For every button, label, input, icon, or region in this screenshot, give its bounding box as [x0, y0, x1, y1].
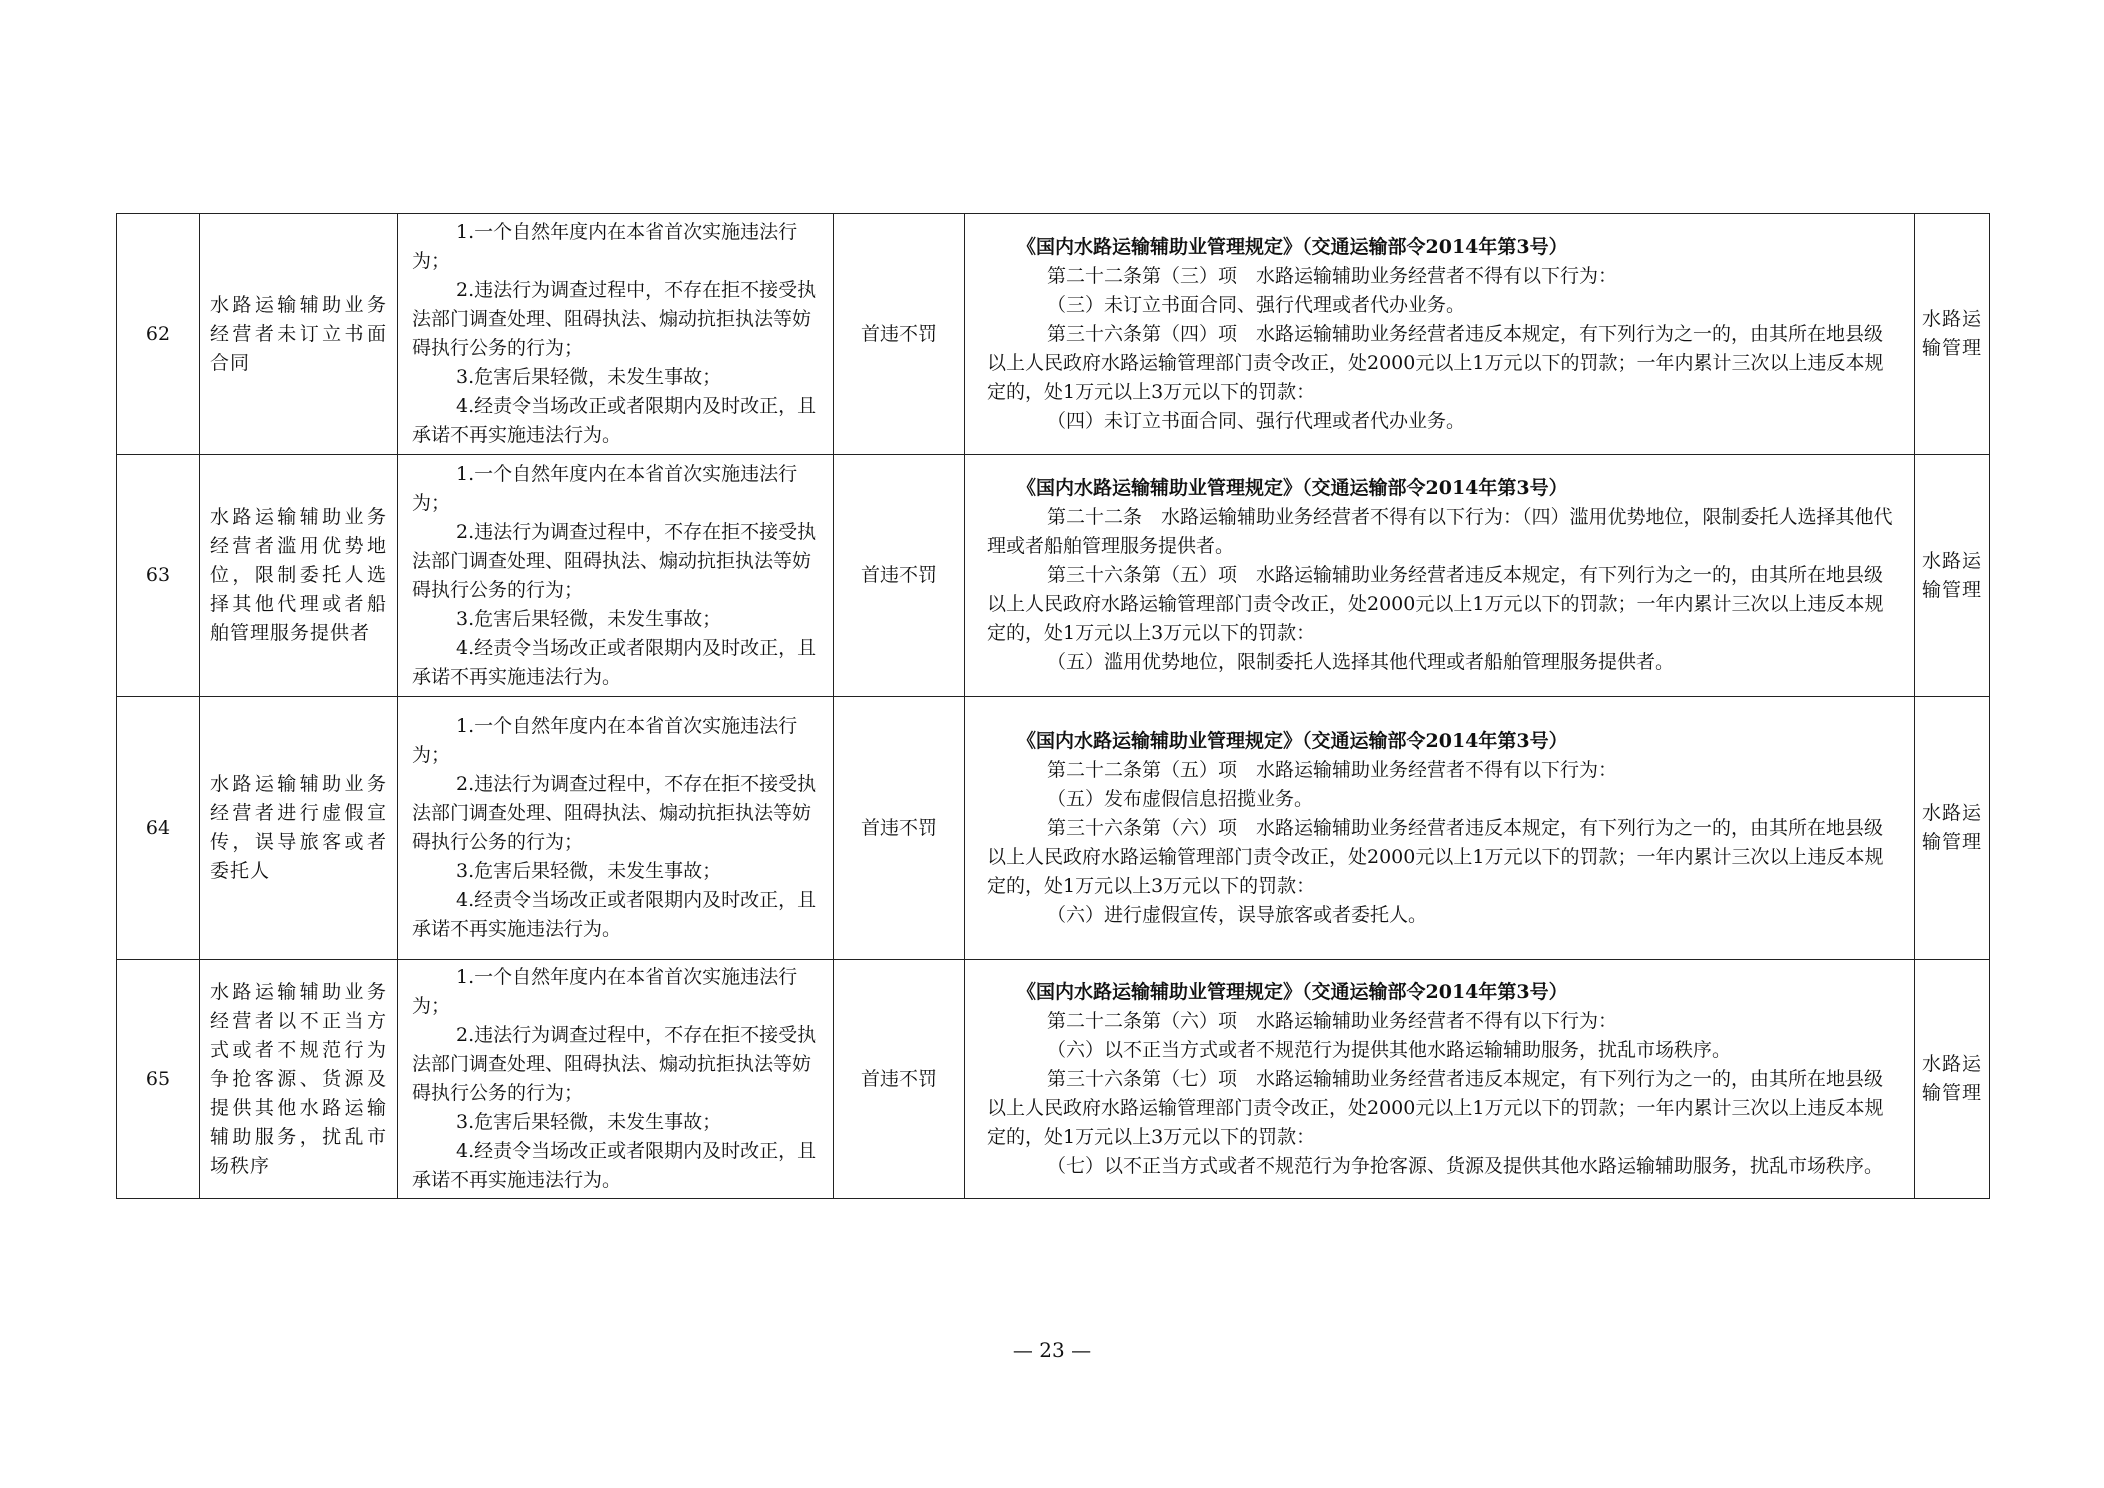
legal-basis: [965, 960, 1915, 1199]
condition-item: 3.危害后果轻微，未发生事故；: [456, 860, 722, 882]
law-title: 《国内水路运输辅助业管理规定》（交通运输部令2014年第3号）: [1017, 477, 1568, 499]
condition-item: 2.违法行为调查过程中，不存在拒不接受执法部门调查处理、阻碍执法、煽动抗拒执法等妨碍执行公务的行为；: [412, 520, 817, 601]
law-title: 《国内水路运输辅助业管理规定》（交通运输部令2014年第3号）: [1017, 235, 1568, 258]
basis-line: （五）发布虚假信息招揽业务。: [1047, 787, 1314, 810]
condition-item: 3.危害后果轻微，未发生事故；: [456, 1111, 722, 1133]
basis-line: 第二十二条第（六）项 水路运输辅助业务经营者不得有以下行为：: [1047, 1009, 1618, 1032]
legal-basis: [965, 455, 1915, 697]
basis-line: （三）未订立书面合同、强行代理或者代办业务。: [1047, 293, 1466, 316]
condition-item: 4.经责令当场改正或者限期内及时改正，且承诺不再实施违法行为。: [412, 395, 817, 446]
basis-line: 第三十六条第（七）项 水路运输辅助业务经营者违反本规定，有下列行为之一的，由其所在地县级以上人民政府水路运输管理部门责令改正，处2000元以上1万元以下的罚款；一年内累计三次以上违反本规定的，处1万元以上3万元以下的罚款：: [987, 1067, 1884, 1148]
basis-line: 第三十六条第（六）项 水路运输辅助业务经营者违反本规定，有下列行为之一的，由其所在地县级以上人民政府水路运输管理部门责令改正，处2000元以上1万元以下的罚款；一年内累计三次以上违反本规定的，处1万元以上3万元以下的罚款：: [987, 816, 1884, 897]
basis-line: （六）以不正当方式或者不规范行为提供其他水路运输辅助服务，扰乱市场秩序。: [1047, 1038, 1732, 1061]
basis-line: （七）以不正当方式或者不规范行为争抢客源、货源及提供其他水路运输辅助服务，扰乱市场秩序。: [1047, 1154, 1884, 1177]
basis-line: （五）滥用优势地位，限制委托人选择其他代理或者船舶管理服务提供者。: [1047, 651, 1675, 673]
condition-item: 4.经责令当场改正或者限期内及时改正，且承诺不再实施违法行为。: [412, 636, 817, 688]
condition-item: 3.危害后果轻微，未发生事故；: [456, 366, 722, 388]
legal-basis: [965, 697, 1915, 960]
exemption-conditions: [398, 960, 834, 1199]
item-number: 62: [117, 214, 200, 455]
penalty-type: 首违不罚: [834, 455, 965, 697]
category: 水路运输管理: [1915, 960, 1990, 1199]
condition-item: 1.一个自然年度内在本省首次实施违法行为；: [412, 966, 798, 1017]
violation-description: 水路运输辅助业务经营者未订立书面合同: [200, 214, 398, 455]
item-number: 63: [117, 455, 200, 697]
basis-line: （四）未订立书面合同、强行代理或者代办业务。: [1047, 409, 1466, 432]
condition-item: 1.一个自然年度内在本省首次实施违法行为；: [412, 462, 798, 514]
violation-description: 水路运输辅助业务经营者以不正当方式或者不规范行为争抢客源、货源及提供其他水路运输辅助服务，扰乱市场秩序: [200, 960, 398, 1199]
category: 水路运输管理: [1915, 455, 1990, 697]
condition-item: 1.一个自然年度内在本省首次实施违法行为；: [412, 715, 798, 766]
penalty-type: 首违不罚: [834, 697, 965, 960]
condition-item: 2.违法行为调查过程中，不存在拒不接受执法部门调查处理、阻碍执法、煽动抗拒执法等妨碍执行公务的行为；: [412, 279, 817, 359]
condition-item: 2.违法行为调查过程中，不存在拒不接受执法部门调查处理、阻碍执法、煽动抗拒执法等妨碍执行公务的行为；: [412, 773, 817, 853]
category: 水路运输管理: [1915, 697, 1990, 960]
condition-item: 4.经责令当场改正或者限期内及时改正，且承诺不再实施违法行为。: [412, 1140, 817, 1191]
exemption-conditions: [398, 214, 834, 455]
table-row: [117, 455, 1990, 697]
item-number: 64: [117, 697, 200, 960]
page-number: — 23 —: [1012, 1338, 1092, 1362]
basis-line: （六）进行虚假宣传，误导旅客或者委托人。: [1047, 903, 1428, 926]
basis-line: 第二十二条 水路运输辅助业务经营者不得有以下行为：（四）滥用优势地位，限制委托人选择其他代理或者船舶管理服务提供者。: [987, 506, 1893, 557]
exemption-conditions: [398, 697, 834, 960]
table-row: [117, 214, 1990, 455]
law-title: 《国内水路运输辅助业管理规定》（交通运输部令2014年第3号）: [1017, 980, 1568, 1003]
condition-item: 1.一个自然年度内在本省首次实施违法行为；: [412, 221, 798, 272]
basis-line: 第三十六条第（四）项 水路运输辅助业务经营者违反本规定，有下列行为之一的，由其所在地县级以上人民政府水路运输管理部门责令改正，处2000元以上1万元以下的罚款；一年内累计三次以上违反本规定的，处1万元以上3万元以下的罚款：: [987, 322, 1884, 403]
condition-item: 2.违法行为调查过程中，不存在拒不接受执法部门调查处理、阻碍执法、煽动抗拒执法等妨碍执行公务的行为；: [412, 1024, 817, 1104]
basis-line: 第三十六条第（五）项 水路运输辅助业务经营者违反本规定，有下列行为之一的，由其所在地县级以上人民政府水路运输管理部门责令改正，处2000元以上1万元以下的罚款；一年内累计三次以上违反本规定的，处1万元以上3万元以下的罚款：: [987, 564, 1884, 644]
penalty-type: 首违不罚: [834, 960, 965, 1199]
category: 水路运输管理: [1915, 214, 1990, 455]
basis-line: 第二十二条第（五）项 水路运输辅助业务经营者不得有以下行为：: [1047, 758, 1618, 781]
law-title: 《国内水路运输辅助业管理规定》（交通运输部令2014年第3号）: [1017, 729, 1568, 752]
exemption-conditions: [398, 455, 834, 697]
penalty-type: 首违不罚: [834, 214, 965, 455]
basis-line: 第二十二条第（三）项 水路运输辅助业务经营者不得有以下行为：: [1047, 264, 1618, 287]
condition-item: 3.危害后果轻微，未发生事故；: [456, 607, 722, 630]
item-number: 65: [117, 960, 200, 1199]
table-row: [117, 697, 1990, 960]
violation-description: 水路运输辅助业务经营者进行虚假宣传，误导旅客或者委托人: [200, 697, 398, 960]
condition-item: 4.经责令当场改正或者限期内及时改正，且承诺不再实施违法行为。: [412, 889, 817, 940]
legal-basis: [965, 214, 1915, 455]
penalty-table: [116, 213, 1990, 1199]
violation-description: 水路运输辅助业务经营者滥用优势地位，限制委托人选择其他代理或者船舶管理服务提供者: [200, 455, 398, 697]
table-row: [117, 960, 1990, 1199]
